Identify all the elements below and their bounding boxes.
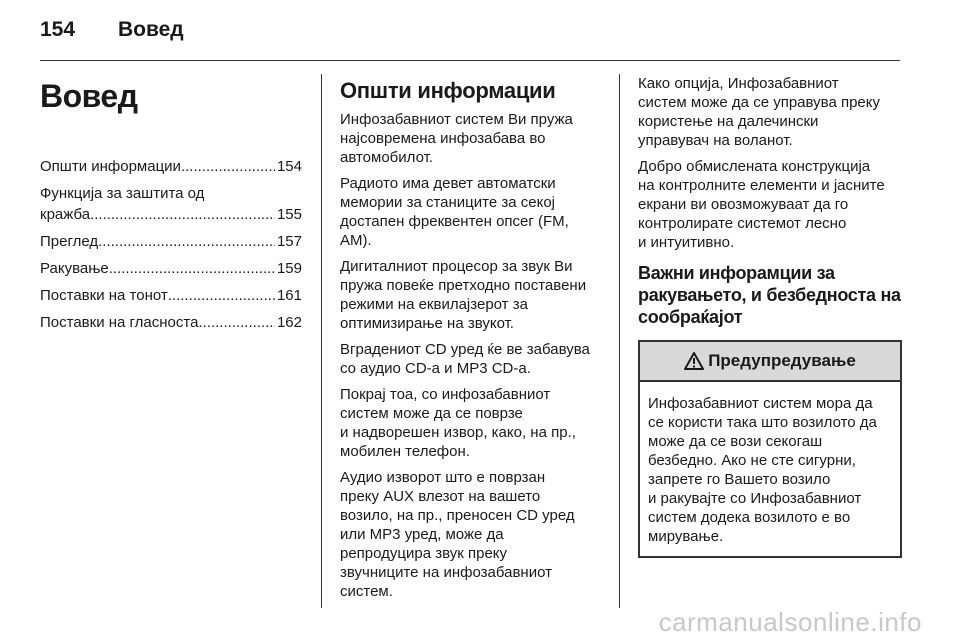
text-line: и интуитивно.: [638, 234, 735, 251]
text-line: AM).: [340, 232, 372, 249]
text-line: преку AUX влезот на вашето: [340, 488, 541, 505]
third-column-body: [638, 74, 902, 252]
toc-entry-page: 159: [276, 260, 302, 277]
toc-leader-dots: [98, 231, 275, 252]
toc-entry-label: Ракување: [40, 260, 109, 277]
toc-entry-page: 161: [276, 287, 302, 304]
paragraph: [340, 174, 602, 250]
toc-entry-label-line2: кражба: [40, 206, 91, 223]
page-header: [40, 14, 900, 58]
warning-line: се користи така што возилото да: [648, 414, 877, 431]
warning-box: [638, 340, 902, 558]
watermark: carmanualsonline.info: [658, 607, 922, 637]
subheading-line: сообраќајот: [638, 307, 743, 327]
subheading-line: ракувањето, и безбедноста на: [638, 285, 901, 305]
text-line: Како опција, Инфозабавниот: [638, 75, 839, 92]
header-divider: [40, 60, 900, 61]
text-line: систем може да се поврзе: [340, 405, 523, 422]
toc-entry-label: Поставки на тонот: [40, 287, 168, 304]
general-info-column: [340, 74, 602, 608]
toc-entry-overview[interactable]: [40, 231, 302, 252]
text-line: или MP3 уред, може да: [340, 526, 504, 543]
text-line: најсовремена инфозабава во: [340, 130, 546, 147]
text-line: со аудио CD-a и MP3 CD-a.: [340, 360, 531, 377]
text-line: управувач на воланот.: [638, 132, 793, 149]
text-line: контролирате системот лесно: [638, 215, 847, 232]
toc-leader-dots: [181, 156, 275, 177]
text-line: екрани ви овозможуваат да го: [638, 196, 849, 213]
toc-entry-anti-theft[interactable]: [40, 183, 302, 225]
toc-entry-page: 162: [276, 314, 302, 331]
text-line: на контролните елементи и јасните: [638, 177, 885, 194]
text-line: и надворешен извор, како, на пр.,: [340, 424, 576, 441]
warning-line: мирување.: [648, 528, 724, 545]
toc-leader-dots: [90, 204, 275, 225]
toc-leader-dots: [109, 258, 275, 279]
text-line: репродуцира звук преку: [340, 545, 508, 562]
toc-entry-label-line1: Функција за заштита од: [40, 185, 205, 202]
text-line: мемории за станиците за секој: [340, 194, 555, 211]
toc-entry-label: Преглед: [40, 233, 99, 250]
general-info-body: [340, 110, 602, 601]
toc-entry-volume-settings[interactable]: [40, 312, 302, 333]
toc-column: [40, 74, 302, 339]
text-line: Покрај тоа, со инфозабавниот: [340, 386, 551, 403]
toc-leader-dots: [168, 285, 275, 306]
text-line: пружа повеќе претходно поставени: [340, 277, 587, 294]
text-line: систем.: [340, 583, 393, 600]
toc-entry-label: Општи информации: [40, 158, 181, 175]
warning-title: Предупредување: [708, 351, 856, 370]
section-title: Вовед: [118, 18, 184, 41]
paragraph: [340, 257, 602, 333]
text-line: Вградениот CD уред ќе ве забавува: [340, 341, 590, 358]
page-number: 154: [40, 18, 76, 41]
text-line: систем може да се управува преку: [638, 94, 880, 111]
toc-entry-operation[interactable]: [40, 258, 302, 279]
text-line: Дигиталниот процесор за звук Ви: [340, 258, 573, 275]
general-info-heading: Општи информации: [340, 78, 556, 103]
third-column: [638, 74, 902, 558]
paragraph: [638, 74, 902, 150]
paragraph: [638, 157, 902, 252]
paragraph: [340, 385, 602, 461]
column-divider-2: [619, 74, 620, 608]
warning-line: може да се вози секогаш: [648, 433, 823, 450]
safety-subheading: [638, 262, 902, 328]
text-line: автомобилот.: [340, 149, 433, 166]
warning-line: систем додека возилото е во: [648, 509, 851, 526]
toc-entry-page: 155: [276, 206, 302, 223]
text-line: Инфозабавниот систем Ви пружа: [340, 111, 573, 128]
warning-triangle-icon: [684, 352, 704, 370]
subheading-line: Важни инфорамции за: [638, 263, 835, 283]
text-line: Радиото има девет автоматски: [340, 175, 556, 192]
toc-leader-dots: [198, 312, 275, 333]
text-line: режими на еквилајзерот за: [340, 296, 528, 313]
paragraph: [340, 340, 602, 378]
toc-entry-tone-settings[interactable]: [40, 285, 302, 306]
paragraph: [340, 110, 602, 167]
toc-entry-page: 154: [276, 158, 302, 175]
text-line: Добро обмислената конструкција: [638, 158, 871, 175]
text-line: звучниците на инфозабавниот: [340, 564, 552, 581]
toc-title: Вовед: [40, 78, 138, 114]
warning-line: запрете го Вашето возило: [648, 471, 831, 488]
text-line: оптимизирање на звукот.: [340, 315, 514, 332]
warning-text: [640, 382, 900, 556]
text-line: користење на далечински: [638, 113, 819, 130]
paragraph: [340, 468, 602, 601]
warning-header: [640, 342, 900, 382]
column-divider-1: [321, 74, 322, 608]
warning-line: и ракувајте со Инфозабавниот: [648, 490, 862, 507]
toc-entry-general-info[interactable]: [40, 156, 302, 177]
text-line: Аудио изворот што е поврзан: [340, 469, 546, 486]
text-line: возило, на пр., преносен CD уред: [340, 507, 575, 524]
warning-line: безбедно. Ако не сте сигурни,: [648, 452, 856, 469]
toc-entry-page: 157: [276, 233, 302, 250]
text-line: мобилен телефон.: [340, 443, 470, 460]
warning-line: Инфозабавниот систем мора да: [648, 395, 873, 412]
toc-entry-label: Поставки на гласноста: [40, 314, 199, 331]
text-line: достапен фреквентен опсег (FM,: [340, 213, 569, 230]
